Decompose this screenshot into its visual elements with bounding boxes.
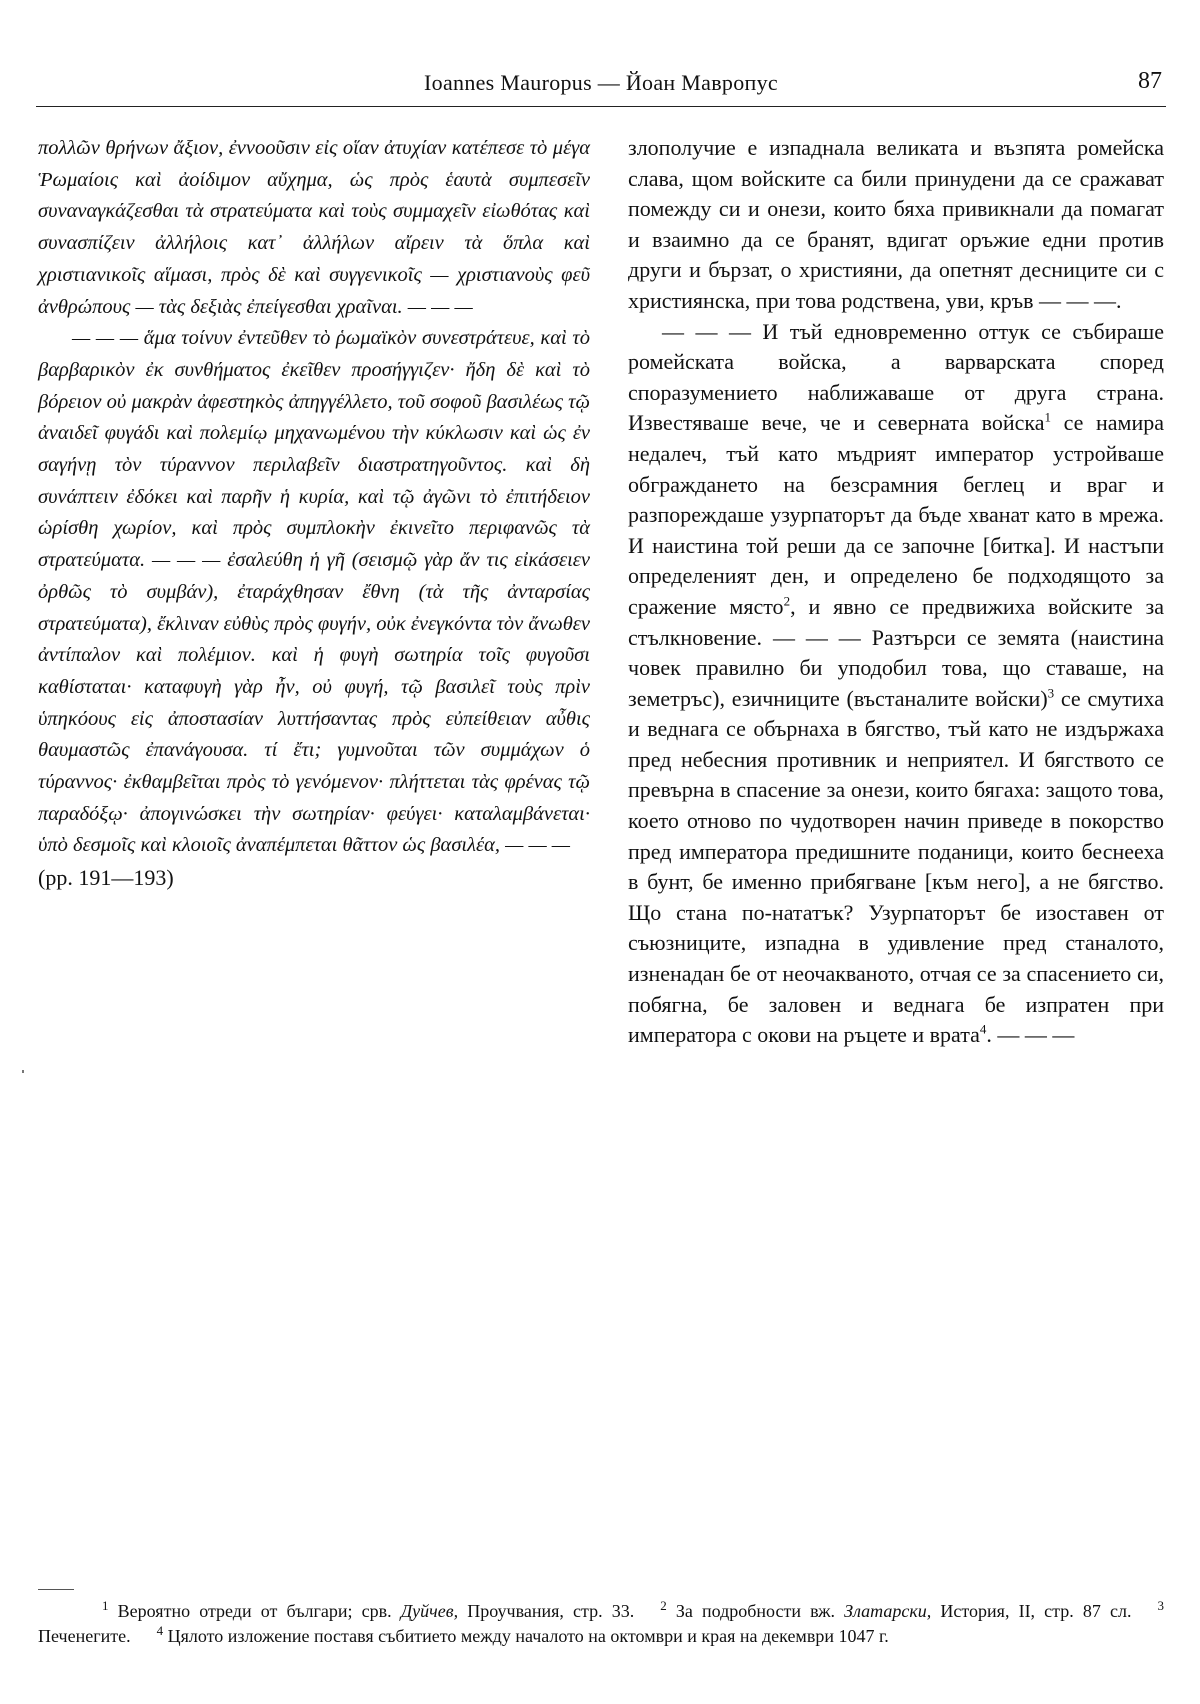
footnote-1-source: Проучвания, стр. 33. xyxy=(458,1601,635,1621)
translation-text-segment: , и явно се предвижиха войските за стълкновение. — — — Разтърси се земята (наистина човек правилно би уподобил това, що ставаше, на земетръс), езичниците (въстаналите войски) xyxy=(628,593,1164,711)
running-title: Ioannes Mauropus — Йоан Мавропус xyxy=(424,70,778,95)
page-header xyxy=(36,62,1166,107)
footnote-2-text: За подробности вж. xyxy=(675,1601,845,1621)
footnote-ref-4: 4 xyxy=(979,1021,987,1037)
bulgarian-translation-column xyxy=(628,133,1164,1051)
footnote-4-number: 4 xyxy=(156,1623,164,1638)
footnote-1-number: 1 xyxy=(102,1598,109,1613)
greek-paragraph-2 xyxy=(38,323,590,896)
translation-text-segment: се смутиха и веднага се обърнаха в бягство, тъй като не издържаха пред небесния противник и неприятел. И бягството се превърна в спасение за онези, които бягаха: защото това, което отново по чудотворен начин приведе в покорство пред императора предишните поданици, които беснееха в бунт, бе именно прибягване [към него], а не бягство. Що стана по-нататък? Узурпаторът бе изоставен от съюзниците, изпадна в удивление пред станалото, изненадан бе от неочакваното, отчая се за спасението си, побягна, бе заловен и веднага бе изпратен при императора с окови на ръцете и врата xyxy=(628,685,1164,1048)
greek-paragraph-1: πολλῶν θρήνων ἄξιον, ἐννοοῦσιν εἰς οἵαν ἀτυχίαν κατέπεσε τὸ μέγα Ῥωμαίοις καὶ ἀοίδιμον αὔχημα, ὡς πρὸς ἑαυτὰ συμπεσεῖν συναναγκάζεσθαι τὰ στρατεύματα καὶ τοὺς συμμαχεῖν εἰωθότας καὶ συνασπίζειν ἀλλήλοις κατ᾽ ἀλλήλων αἴρειν τὰ ὅπλα καὶ χριστιανικοῖς αἵμασι, πρὸς δὲ καὶ συγγενικοῖς — χριστιανοὺς φεῦ ἀνθρώπους — τὰς δεξιὰς ἐπείγεσθαι χραῖναι. — — — xyxy=(38,137,590,318)
footnote-ref-1: 1 xyxy=(1044,410,1052,426)
footnote-1-text: Вероятно отреди от българи; срв. xyxy=(117,1601,401,1621)
footnote-3-number: 3 xyxy=(1157,1598,1164,1613)
footnotes xyxy=(38,1599,1164,1649)
translation-text-segment: — — — И тъй едновременно оттук се събираше ромейската войска, а варварската според споразумението наближаваше от друга страна. Известяваше вече, че и северната войска xyxy=(628,318,1164,436)
footnote-ref-2: 2 xyxy=(783,593,791,609)
page-number: 87 xyxy=(1138,68,1162,94)
footnote-1-author: Дуйчев, xyxy=(400,1601,459,1621)
translation-paragraph-1: злополучие е изпаднала великата и възпята ромейска слава, щом войските са били принудени да се сражават помежду си и онези, които бяха привикнали да помагат и взаимно да се бранят, вдигат оръжие едни против други и бързат, о християни, да опетнят десниците си с християнска, при това родствена, уви, кръв — — —. xyxy=(628,135,1164,313)
source-citation: (pp. 191—193) xyxy=(38,865,174,891)
footnote-divider xyxy=(38,1589,74,1590)
footnote-2-author: Златарски, xyxy=(844,1601,932,1621)
translation-paragraph-2 xyxy=(628,317,1164,1051)
stray-mark xyxy=(22,1070,24,1073)
greek-text-column xyxy=(38,133,590,896)
translation-text-segment: . — — — xyxy=(986,1022,1075,1048)
greek-paragraph-2-text: — — — ἅμα τοίνυν ἐντεῦθεν τὸ ῥωμαϊκὸν συνεστράτευε, καὶ τὸ βαρβαρικὸν ἐκ συνθήματος ἐκεῖθεν προσήγγιζεν· ἤδη δὲ καὶ τὸ βόρειον οὐ μακρὰν ἀφεστηκὸς ἀπηγγέλλετο, τοῦ σοφοῦ βασιλέως τῷ ἀναιδεῖ φυγάδι καὶ πολεμίῳ μηχανωμένου τὴν κύκλωσιν καὶ ὡς ἐν σαγήνῃ τὸν τύραννον περιλαβεῖν διαστρατηγοῦντος. καὶ δὴ συνάπτειν ἐδόκει καὶ παρῆν ἡ κυρία, καὶ τῷ ἀγῶνι τὸ ἐπιτήδειον ὡρίσθη χωρίον, καὶ πρὸς συμπλοκὴν ἐκινεῖτο περιφανῶς τὰ στρατεύματα. — — — ἐσαλεύθη ἡ γῆ (σεισμῷ γὰρ ἄν τις εἰκάσειεν ὀρθῶς τὸ συμβάν), ἐταράχθησαν ἔθνη (τὰ τῆς ἀνταρσίας στρατεύματα), ἔκλιναν εὐθὺς πρὸς φυγήν, οὐκ ἐνεγκόντα τὸν ἄνωθεν ἀντίπαλον καὶ πολέμιον. καὶ ἡ φυγὴ σωτηρία τοῖς φυγοῦσι καθίσταται· καταφυγὴ γὰρ ἦν, οὐ φυγή, τῷ βασιλεῖ τοὺς πρὶν ὑπηκόους εἰς ἀποστασίαν λυττήσαντας πρὸς εὐπείθειαν αὖθις θαυμαστῶς ἐπανάγουσα. τί ἔτι; γυμνοῦται τῶν συμμάχων ὁ τύραννος· ἐκθαμβεῖται πρὸς τὸ γενόμενον· πλήττεται τὰς φρένας τῷ παραδόξῳ· ἀπογινώσκει τὴν σωτηρίαν· φεύγει· καταλαμβάνεται· ὑπὸ δεσμοῖς καὶ κλοιοῖς ἀναπέμπεται θᾶττον ὡς βασιλέα, — — — xyxy=(38,327,590,857)
translation-text-segment: се намира недалеч, тъй като мъдрият император устройваше обграждането на безсрамния беглец и враг и разпореждаше узурпаторът да бъде хванат като в мрежа. И наистина той реши да се започне [битка]. И настъпи определеният ден, и определено бе подходящото за сражение място xyxy=(628,410,1164,619)
footnote-2-source: История, II, стр. 87 сл. xyxy=(931,1601,1132,1621)
footnote-3-text: Печенегите. xyxy=(38,1626,131,1646)
footnote-ref-3: 3 xyxy=(1047,685,1055,701)
footnote-2-number: 2 xyxy=(660,1598,667,1613)
footnote-block xyxy=(38,1599,1164,1649)
footnote-4-text: Цялото изложение поставя събитието между началото на октомври и края на декември 1047 г. xyxy=(167,1626,889,1646)
